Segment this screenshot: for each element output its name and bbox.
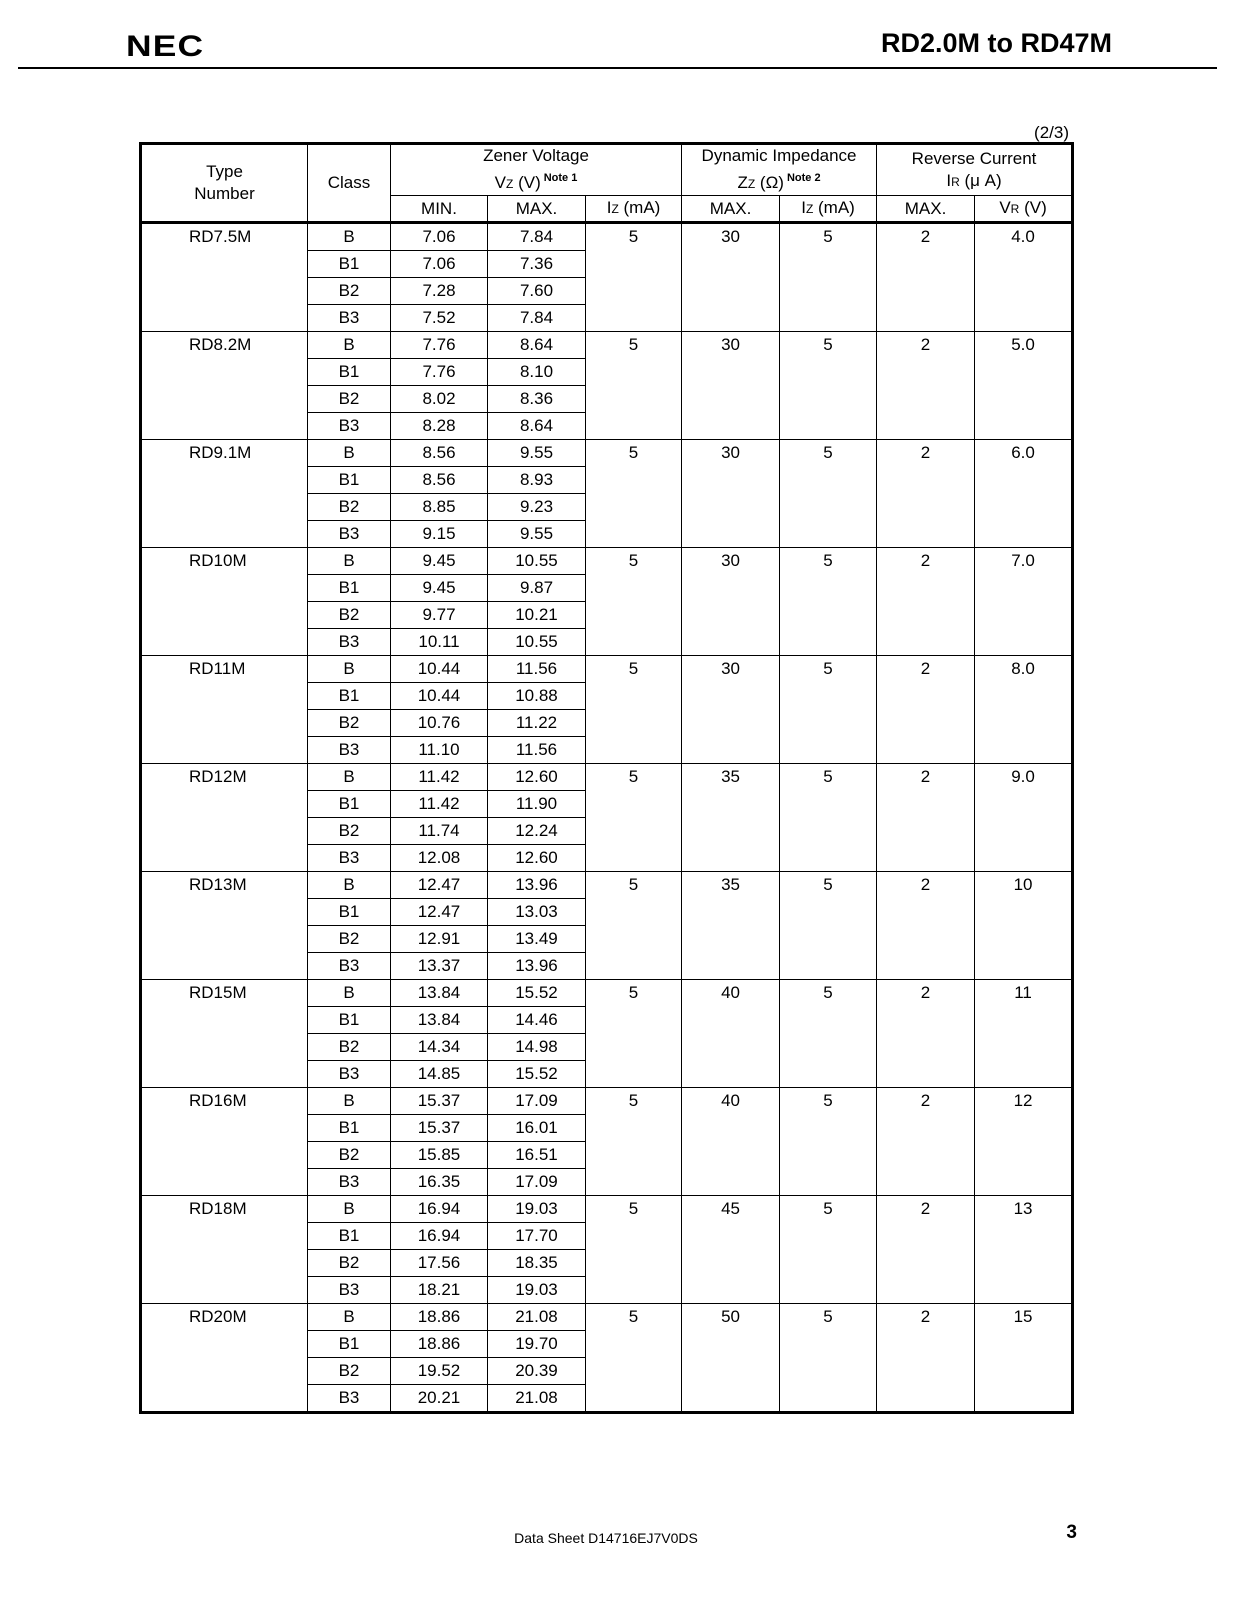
cell-vz-max: 8.10 [488, 359, 586, 386]
table-row [141, 548, 1073, 575]
cell-class: B2 [308, 710, 391, 737]
cell-vz-min: 18.86 [391, 1331, 488, 1358]
cell-vz-max: 8.64 [488, 332, 586, 359]
cell-vz-max: 7.60 [488, 278, 586, 305]
cell-vz-max: 10.55 [488, 629, 586, 656]
nec-logo: NEC [126, 30, 205, 63]
cell-class: B [308, 764, 391, 791]
cell-zz-max: 35 [682, 764, 780, 872]
header-dynamic-impedance [682, 144, 877, 196]
cell-zz-iz: 5 [780, 548, 877, 656]
table-row [141, 980, 1073, 1007]
cell-ir-max: 2 [877, 223, 975, 332]
document-title: RD2.0M to RD47M [880, 28, 1112, 58]
cell-vz-iz: 5 [586, 1196, 682, 1304]
cell-vz-max: 10.21 [488, 602, 586, 629]
cell-vz-max: 10.88 [488, 683, 586, 710]
cell-vz-min: 8.28 [391, 413, 488, 440]
cell-ir-max: 2 [877, 980, 975, 1088]
cell-vz-max: 11.22 [488, 710, 586, 737]
cell-class: B1 [308, 251, 391, 278]
cell-vr: 9.0 [975, 764, 1073, 872]
zener-voltage-symbol: VZ (V) $^{Note 1}$ [494, 172, 578, 192]
cell-vz-iz: 5 [586, 1088, 682, 1196]
spec-table-body [141, 223, 1073, 1413]
cell-type-number: RD18M [141, 1196, 308, 1304]
cell-class: B [308, 332, 391, 359]
cell-type-number: RD12M [141, 764, 308, 872]
cell-vr: 13 [975, 1196, 1073, 1304]
cell-type-number: RD16M [141, 1088, 308, 1196]
cell-class: B1 [308, 575, 391, 602]
cell-vz-min: 12.47 [391, 899, 488, 926]
cell-vz-max: 19.03 [488, 1277, 586, 1304]
cell-vz-max: 12.60 [488, 764, 586, 791]
cell-vz-min: 7.28 [391, 278, 488, 305]
cell-vz-min: 20.21 [391, 1385, 488, 1413]
cell-class: B3 [308, 305, 391, 332]
cell-zz-iz: 5 [780, 332, 877, 440]
cell-vz-min: 16.94 [391, 1223, 488, 1250]
cell-vz-max: 12.60 [488, 845, 586, 872]
cell-class: B2 [308, 602, 391, 629]
cell-zz-iz: 5 [780, 223, 877, 332]
cell-zz-max: 30 [682, 656, 780, 764]
cell-type-number: RD20M [141, 1304, 308, 1413]
cell-zz-iz: 5 [780, 1088, 877, 1196]
cell-vz-max: 7.36 [488, 251, 586, 278]
cell-vz-max: 21.08 [488, 1385, 586, 1413]
zener-spec-table [139, 142, 1074, 1414]
cell-ir-max: 2 [877, 548, 975, 656]
cell-vz-max: 8.64 [488, 413, 586, 440]
cell-zz-max: 30 [682, 332, 780, 440]
cell-class: B2 [308, 386, 391, 413]
cell-class: B1 [308, 791, 391, 818]
cell-vz-iz: 5 [586, 440, 682, 548]
cell-vz-min: 10.44 [391, 656, 488, 683]
cell-vz-max: 8.93 [488, 467, 586, 494]
header-class: Class [308, 144, 391, 223]
cell-vz-min: 12.47 [391, 872, 488, 899]
cell-vz-max: 7.84 [488, 223, 586, 251]
cell-vz-min: 13.84 [391, 980, 488, 1007]
cell-class: B [308, 1088, 391, 1115]
cell-type-number: RD10M [141, 548, 308, 656]
cell-vz-min: 8.85 [391, 494, 488, 521]
cell-vz-iz: 5 [586, 764, 682, 872]
table-row [141, 1196, 1073, 1223]
cell-zz-max: 40 [682, 1088, 780, 1196]
cell-vz-min: 9.77 [391, 602, 488, 629]
cell-ir-max: 2 [877, 332, 975, 440]
cell-vz-min: 15.85 [391, 1142, 488, 1169]
cell-class: B2 [308, 1034, 391, 1061]
cell-vz-max: 13.96 [488, 953, 586, 980]
cell-vz-min: 8.56 [391, 440, 488, 467]
cell-vz-min: 13.37 [391, 953, 488, 980]
cell-zz-max: 50 [682, 1304, 780, 1413]
dynamic-impedance-label: Dynamic Impedance [701, 146, 857, 165]
cell-vz-max: 9.87 [488, 575, 586, 602]
cell-vz-max: 13.49 [488, 926, 586, 953]
cell-class: B3 [308, 629, 391, 656]
cell-vz-max: 7.84 [488, 305, 586, 332]
cell-ir-max: 2 [877, 656, 975, 764]
cell-vz-iz: 5 [586, 1304, 682, 1413]
header-ir-max: MAX. [877, 196, 975, 223]
cell-vz-max: 20.39 [488, 1358, 586, 1385]
reverse-current-label: Reverse Current [911, 148, 1037, 168]
dynamic-impedance-symbol: ZZ (Ω) $^{Note 2}$ [737, 172, 821, 192]
header-type-number: Type Number [141, 144, 308, 223]
table-row [141, 332, 1073, 359]
cell-vz-max: 13.96 [488, 872, 586, 899]
cell-class: B1 [308, 467, 391, 494]
cell-vr: 4.0 [975, 223, 1073, 332]
cell-vz-max: 17.70 [488, 1223, 586, 1250]
cell-zz-max: 30 [682, 223, 780, 332]
page-number: 3 [1066, 1522, 1077, 1543]
cell-class: B2 [308, 818, 391, 845]
table-row [141, 1088, 1073, 1115]
cell-vz-max: 11.56 [488, 656, 586, 683]
cell-class: B1 [308, 359, 391, 386]
cell-class: B [308, 548, 391, 575]
cell-vr: 7.0 [975, 548, 1073, 656]
cell-class: B3 [308, 953, 391, 980]
cell-vz-min: 11.42 [391, 791, 488, 818]
cell-vz-max: 18.35 [488, 1250, 586, 1277]
cell-zz-iz: 5 [780, 656, 877, 764]
cell-class: B1 [308, 1331, 391, 1358]
cell-vz-max: 9.55 [488, 440, 586, 467]
cell-class: B3 [308, 1169, 391, 1196]
table-row [141, 440, 1073, 467]
cell-vz-min: 10.44 [391, 683, 488, 710]
cell-vz-min: 11.74 [391, 818, 488, 845]
cell-ir-max: 2 [877, 764, 975, 872]
cell-vz-min: 16.94 [391, 1196, 488, 1223]
cell-class: B2 [308, 926, 391, 953]
cell-vz-max: 10.55 [488, 548, 586, 575]
header-zz-iz: IZ (mA) [780, 196, 877, 223]
header-zz-max: MAX. [682, 196, 780, 223]
cell-vz-min: 7.06 [391, 223, 488, 251]
cell-class: B3 [308, 521, 391, 548]
cell-type-number: RD13M [141, 872, 308, 980]
cell-ir-max: 2 [877, 1304, 975, 1413]
cell-ir-max: 2 [877, 1088, 975, 1196]
cell-class: B [308, 872, 391, 899]
cell-vz-min: 8.56 [391, 467, 488, 494]
cell-class: B [308, 656, 391, 683]
cell-vz-min: 11.42 [391, 764, 488, 791]
table-part-indicator: (2/3) [1034, 123, 1069, 142]
cell-zz-max: 30 [682, 440, 780, 548]
cell-vr: 11 [975, 980, 1073, 1088]
cell-class: B [308, 223, 391, 251]
cell-vz-min: 7.76 [391, 332, 488, 359]
cell-vz-min: 14.85 [391, 1061, 488, 1088]
cell-type-number: RD8.2M [141, 332, 308, 440]
cell-zz-max: 45 [682, 1196, 780, 1304]
cell-vz-max: 9.23 [488, 494, 586, 521]
cell-vz-max: 19.70 [488, 1331, 586, 1358]
cell-class: B2 [308, 278, 391, 305]
note-1-ref: Note 1 [543, 172, 578, 184]
cell-vz-min: 9.45 [391, 575, 488, 602]
cell-vz-min: 13.84 [391, 1007, 488, 1034]
cell-vz-min: 16.35 [391, 1169, 488, 1196]
cell-zz-max: 35 [682, 872, 780, 980]
cell-vz-min: 11.10 [391, 737, 488, 764]
cell-vz-min: 18.86 [391, 1304, 488, 1331]
cell-class: B3 [308, 1277, 391, 1304]
cell-vz-max: 9.55 [488, 521, 586, 548]
cell-class: B3 [308, 413, 391, 440]
cell-vz-iz: 5 [586, 656, 682, 764]
cell-class: B2 [308, 1358, 391, 1385]
cell-class: B2 [308, 1142, 391, 1169]
cell-ir-max: 2 [877, 872, 975, 980]
cell-zz-iz: 5 [780, 872, 877, 980]
cell-zz-iz: 5 [780, 1196, 877, 1304]
cell-class: B [308, 1304, 391, 1331]
cell-class: B2 [308, 494, 391, 521]
cell-class: B3 [308, 845, 391, 872]
cell-class: B3 [308, 1385, 391, 1413]
cell-vz-max: 14.46 [488, 1007, 586, 1034]
cell-vz-max: 16.01 [488, 1115, 586, 1142]
cell-vz-max: 21.08 [488, 1304, 586, 1331]
cell-vz-max: 17.09 [488, 1088, 586, 1115]
cell-vz-min: 14.34 [391, 1034, 488, 1061]
cell-zz-iz: 5 [780, 440, 877, 548]
cell-vz-max: 11.56 [488, 737, 586, 764]
cell-zz-iz: 5 [780, 1304, 877, 1413]
cell-class: B [308, 980, 391, 1007]
cell-vz-max: 14.98 [488, 1034, 586, 1061]
cell-zz-iz: 5 [780, 980, 877, 1088]
table-row [141, 656, 1073, 683]
cell-class: B1 [308, 683, 391, 710]
cell-vz-iz: 5 [586, 980, 682, 1088]
cell-class: B [308, 1196, 391, 1223]
cell-vz-min: 12.91 [391, 926, 488, 953]
note-2-ref: Note 2 [786, 172, 821, 184]
cell-vz-min: 9.15 [391, 521, 488, 548]
cell-zz-max: 40 [682, 980, 780, 1088]
footer-datasheet-id: Data Sheet D14716EJ7V0DS [514, 1530, 698, 1546]
cell-type-number: RD9.1M [141, 440, 308, 548]
cell-zz-max: 30 [682, 548, 780, 656]
cell-vz-min: 7.76 [391, 359, 488, 386]
cell-vr: 12 [975, 1088, 1073, 1196]
cell-vz-min: 7.06 [391, 251, 488, 278]
header-reverse-current [877, 144, 1073, 196]
cell-class: B1 [308, 1223, 391, 1250]
cell-vz-min: 12.08 [391, 845, 488, 872]
header-vz-iz: IZ (mA) [586, 196, 682, 223]
table-row [141, 872, 1073, 899]
cell-class: B1 [308, 1007, 391, 1034]
cell-class: B [308, 440, 391, 467]
header-vz-max: MAX. [488, 196, 586, 223]
cell-class: B1 [308, 899, 391, 926]
cell-vz-min: 17.56 [391, 1250, 488, 1277]
cell-type-number: RD7.5M [141, 223, 308, 332]
cell-vr: 15 [975, 1304, 1073, 1413]
header-divider [18, 67, 1217, 69]
cell-ir-max: 2 [877, 1196, 975, 1304]
cell-vz-min: 15.37 [391, 1088, 488, 1115]
cell-type-number: RD15M [141, 980, 308, 1088]
cell-vz-max: 17.09 [488, 1169, 586, 1196]
cell-vz-min: 9.45 [391, 548, 488, 575]
cell-vz-min: 7.52 [391, 305, 488, 332]
cell-class: B2 [308, 1250, 391, 1277]
cell-vz-max: 16.51 [488, 1142, 586, 1169]
cell-vz-max: 15.52 [488, 980, 586, 1007]
cell-vz-iz: 5 [586, 223, 682, 332]
cell-class: B3 [308, 737, 391, 764]
cell-vz-max: 13.03 [488, 899, 586, 926]
table-row [141, 1304, 1073, 1331]
cell-type-number: RD11M [141, 656, 308, 764]
reverse-current-symbol: IR (μ A) [946, 170, 1002, 190]
header-vr: VR (V) [975, 196, 1073, 223]
header-vz-min: MIN. [391, 196, 488, 223]
cell-vz-max: 12.24 [488, 818, 586, 845]
cell-vz-iz: 5 [586, 548, 682, 656]
cell-vz-min: 8.02 [391, 386, 488, 413]
zener-voltage-label: Zener Voltage [483, 146, 589, 165]
header-zener-voltage [391, 144, 682, 196]
table-row [141, 764, 1073, 791]
cell-class: B1 [308, 1115, 391, 1142]
cell-vz-min: 10.76 [391, 710, 488, 737]
cell-vz-min: 15.37 [391, 1115, 488, 1142]
cell-vz-max: 11.90 [488, 791, 586, 818]
cell-vz-max: 8.36 [488, 386, 586, 413]
cell-vr: 6.0 [975, 440, 1073, 548]
cell-vr: 5.0 [975, 332, 1073, 440]
cell-vz-min: 19.52 [391, 1358, 488, 1385]
cell-vz-iz: 5 [586, 332, 682, 440]
cell-vr: 8.0 [975, 656, 1073, 764]
cell-zz-iz: 5 [780, 764, 877, 872]
cell-vz-max: 15.52 [488, 1061, 586, 1088]
cell-vz-max: 19.03 [488, 1196, 586, 1223]
cell-vz-iz: 5 [586, 872, 682, 980]
cell-ir-max: 2 [877, 440, 975, 548]
cell-vr: 10 [975, 872, 1073, 980]
cell-class: B3 [308, 1061, 391, 1088]
cell-vz-min: 10.11 [391, 629, 488, 656]
cell-vz-min: 18.21 [391, 1277, 488, 1304]
table-row [141, 223, 1073, 251]
